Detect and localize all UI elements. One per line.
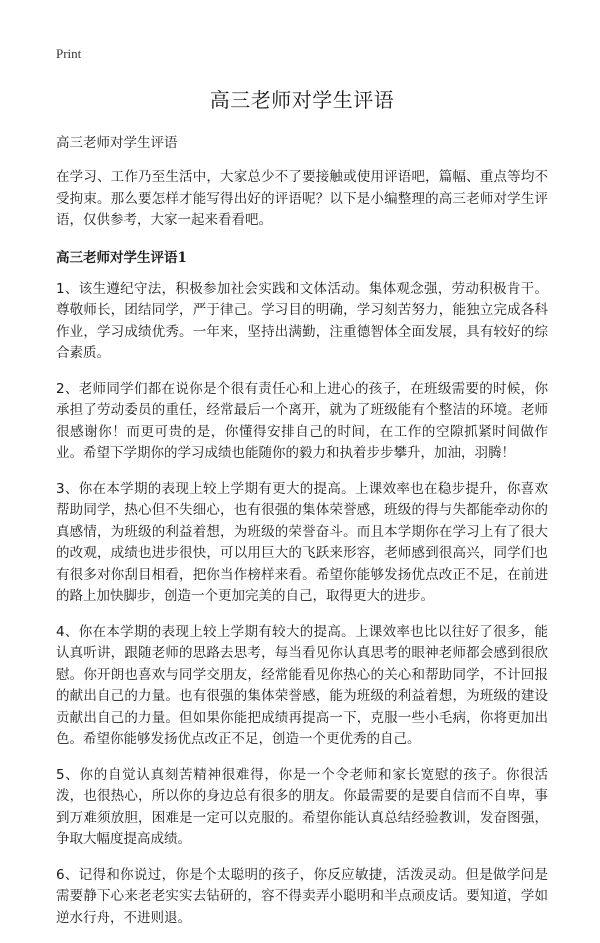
document-body (56, 84, 548, 943)
print-link[interactable]: Print (56, 46, 82, 61)
comment-paragraph-4: 4、你在本学期的表现上较上学期有较大的提高。上课效率也比以往好了很多，能认真听讲，跟随老师的思路去思考，每当看见你认真思考的眼神老师都会感到很欣慰。你开朗也喜欢与同学交朋友，经常能看见你热心的关心和帮助同学，不计回报的献出自己的力量。也有很强的集体荣誉感，能为班级的利益着想，为班级的建设贡献出自己的力量。但如果你能把成绩再提高一下，克服一些小毛病，你将更加出色。希望你能够发扬优点改正不足，创造一个更优秀的自己。 (56, 623, 548, 747)
comment-paragraph-2: 2、老师同学们都在说你是个很有责任心和上进心的孩子，在班级需要的时候，你承担了劳动委员的重任，经常最后一个离开，就为了班级能有个整洁的环境。老师很感谢你！而更可贵的是，你懂得安排自己的时间，在工作的空隙抓紧时间做作业。希望下学期你的学习成绩也能随你的毅力和执着步步攀升，加油，羽腾！ (56, 380, 548, 461)
comment-paragraph-5: 5、你的自觉认真刻苦精神很难得，你是一个令老师和家长宽慰的孩子。你很活泼，也很热心，所以你的身边总有很多的朋友。你最需要的是要自信而不自卑，事到万难须放胆，困难是一定可以克服的。希望你能认真总结经验教训，发奋图强，争取大幅度提高成绩。 (56, 766, 548, 847)
comment-paragraph-6: 6、记得和你说过，你是个太聪明的孩子，你反应敏捷，活泼灵动。但是做学问是需要静下心来老老实实去钻研的，容不得卖弄小聪明和半点顽皮话。要知道，学如逆水行舟，不进则退。 (56, 866, 548, 926)
comment-paragraph-1: 1、该生遵纪守法，积极参加社会实践和文体活动。集体观念强，劳动积极肯干。尊敬师长，团结同学，严于律己。学习目的明确，学习刻苦努力，能独立完成各科作业，学习成绩优秀。一年来，坚持出满勤，注重德智体全面发展，具有较好的综合素质。 (56, 280, 548, 361)
document-subtitle: 高三老师对学生评语 (56, 135, 178, 151)
intro-paragraph: 在学习、工作乃至生活中，大家总少不了要接触或使用评语吧，篇幅、重点等均不受拘束。那么要怎样才能写得出好的评语呢？以下是小编整理的高三老师对学生评语，仅供参考，大家一起来看看吧。 (56, 169, 548, 228)
comment-paragraph-3: 3、你在本学期的表现上较上学期有更大的提高。上课效率也在稳步提升，你喜欢帮助同学，热心但不失细心，也有很强的集体荣誉感，班级的得与失都能牵动你的真感情，为班级的利益着想，为班级的荣誉奋斗。而且本学期你在学习上有了很大的改观，成绩也进步很快，可以用巨大的飞跃来形容，老师感到很高兴，同学们也有很多对你刮目相看，把你当作榜样来看。希望你能够发扬优点改正不足，在前进的路上加快脚步，创造一个更加完美的自己，取得更大的进步。 (56, 480, 548, 604)
section-heading: 高三老师对学生评语1 (56, 249, 187, 266)
page-title: 高三老师对学生评语 (209, 88, 395, 112)
